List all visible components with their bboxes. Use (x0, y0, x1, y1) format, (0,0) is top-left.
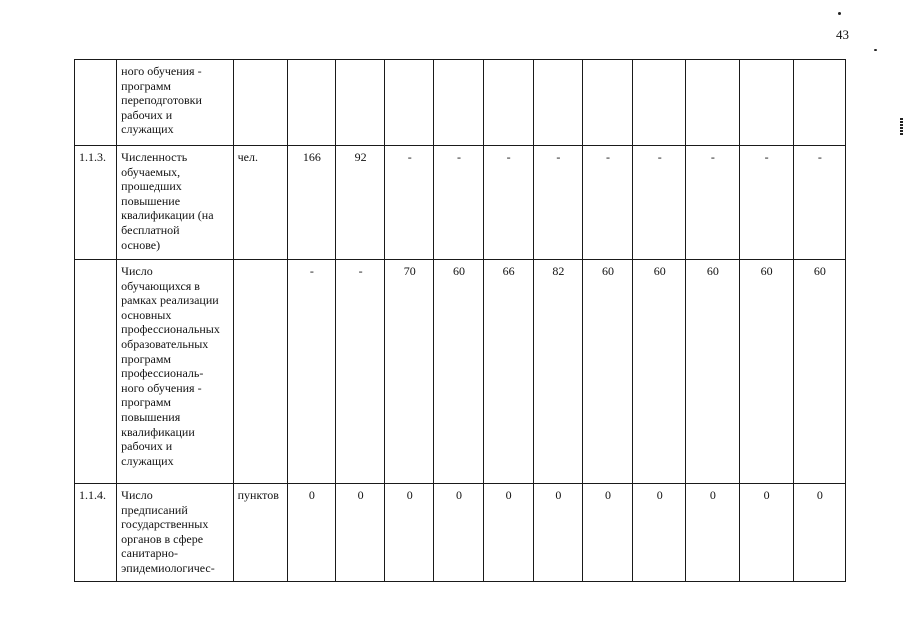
value-cell: 70 (385, 260, 434, 484)
value-cell: - (287, 260, 335, 484)
data-table (74, 59, 846, 582)
value-cell: 0 (739, 484, 793, 582)
row-unit (233, 260, 287, 484)
row-unit: чел. (233, 146, 287, 260)
row-name: Численность обучаемых, прошедших повышение квалификации (на бесплатной основе) (117, 146, 233, 260)
value-cell (287, 60, 335, 146)
value-cell: 0 (633, 484, 686, 582)
row-code: 1.1.4. (75, 484, 117, 582)
value-cell: - (582, 146, 632, 260)
value-cell: - (483, 146, 533, 260)
table-row (75, 146, 846, 260)
value-cell: 0 (686, 484, 739, 582)
value-cell (434, 60, 483, 146)
row-unit (233, 60, 287, 146)
value-cell: - (633, 146, 686, 260)
value-cell: - (336, 260, 385, 484)
value-cell (582, 60, 632, 146)
value-cell: 82 (533, 260, 582, 484)
value-cell (385, 60, 434, 146)
value-cell: 0 (385, 484, 434, 582)
value-cell: 0 (336, 484, 385, 582)
value-cell: 60 (793, 260, 845, 484)
value-cell (483, 60, 533, 146)
table-row (75, 484, 846, 582)
value-cell (533, 60, 582, 146)
value-cell: - (686, 146, 739, 260)
value-cell (686, 60, 739, 146)
value-cell: - (385, 146, 434, 260)
row-name: ного обучения - программ переподготовки рабочих и служащих (117, 60, 233, 146)
value-cell: 0 (793, 484, 845, 582)
table-row (75, 260, 846, 484)
value-cell: - (793, 146, 845, 260)
row-unit: пунктов (233, 484, 287, 582)
value-cell: 60 (633, 260, 686, 484)
row-name: Число обучающихся в рамках реализации основных профессиональных образовательных программ профессиональ- ного обучения - программ повышения квалификации рабочих и служащих (117, 260, 233, 484)
row-code: 1.1.3. (75, 146, 117, 260)
value-cell: 60 (686, 260, 739, 484)
value-cell: 0 (533, 484, 582, 582)
value-cell: 60 (582, 260, 632, 484)
value-cell: 0 (582, 484, 632, 582)
value-cell: 0 (434, 484, 483, 582)
scan-speck (874, 49, 877, 51)
value-cell (336, 60, 385, 146)
value-cell: 0 (287, 484, 335, 582)
value-cell (739, 60, 793, 146)
value-cell: 60 (739, 260, 793, 484)
value-cell: 92 (336, 146, 385, 260)
row-code (75, 260, 117, 484)
value-cell: 0 (483, 484, 533, 582)
value-cell: - (533, 146, 582, 260)
scan-speck (838, 12, 841, 15)
row-name: Число предписаний государственных органов в сфере санитарно- эпидемиологичес- (117, 484, 233, 582)
value-cell: - (739, 146, 793, 260)
value-cell: 166 (287, 146, 335, 260)
page-number: 43 (836, 27, 849, 42)
row-code (75, 60, 117, 146)
scan-edge-mark (900, 118, 903, 136)
value-cell: 60 (434, 260, 483, 484)
table-row (75, 60, 846, 146)
value-cell: 66 (483, 260, 533, 484)
value-cell (633, 60, 686, 146)
value-cell: - (434, 146, 483, 260)
value-cell (793, 60, 845, 146)
